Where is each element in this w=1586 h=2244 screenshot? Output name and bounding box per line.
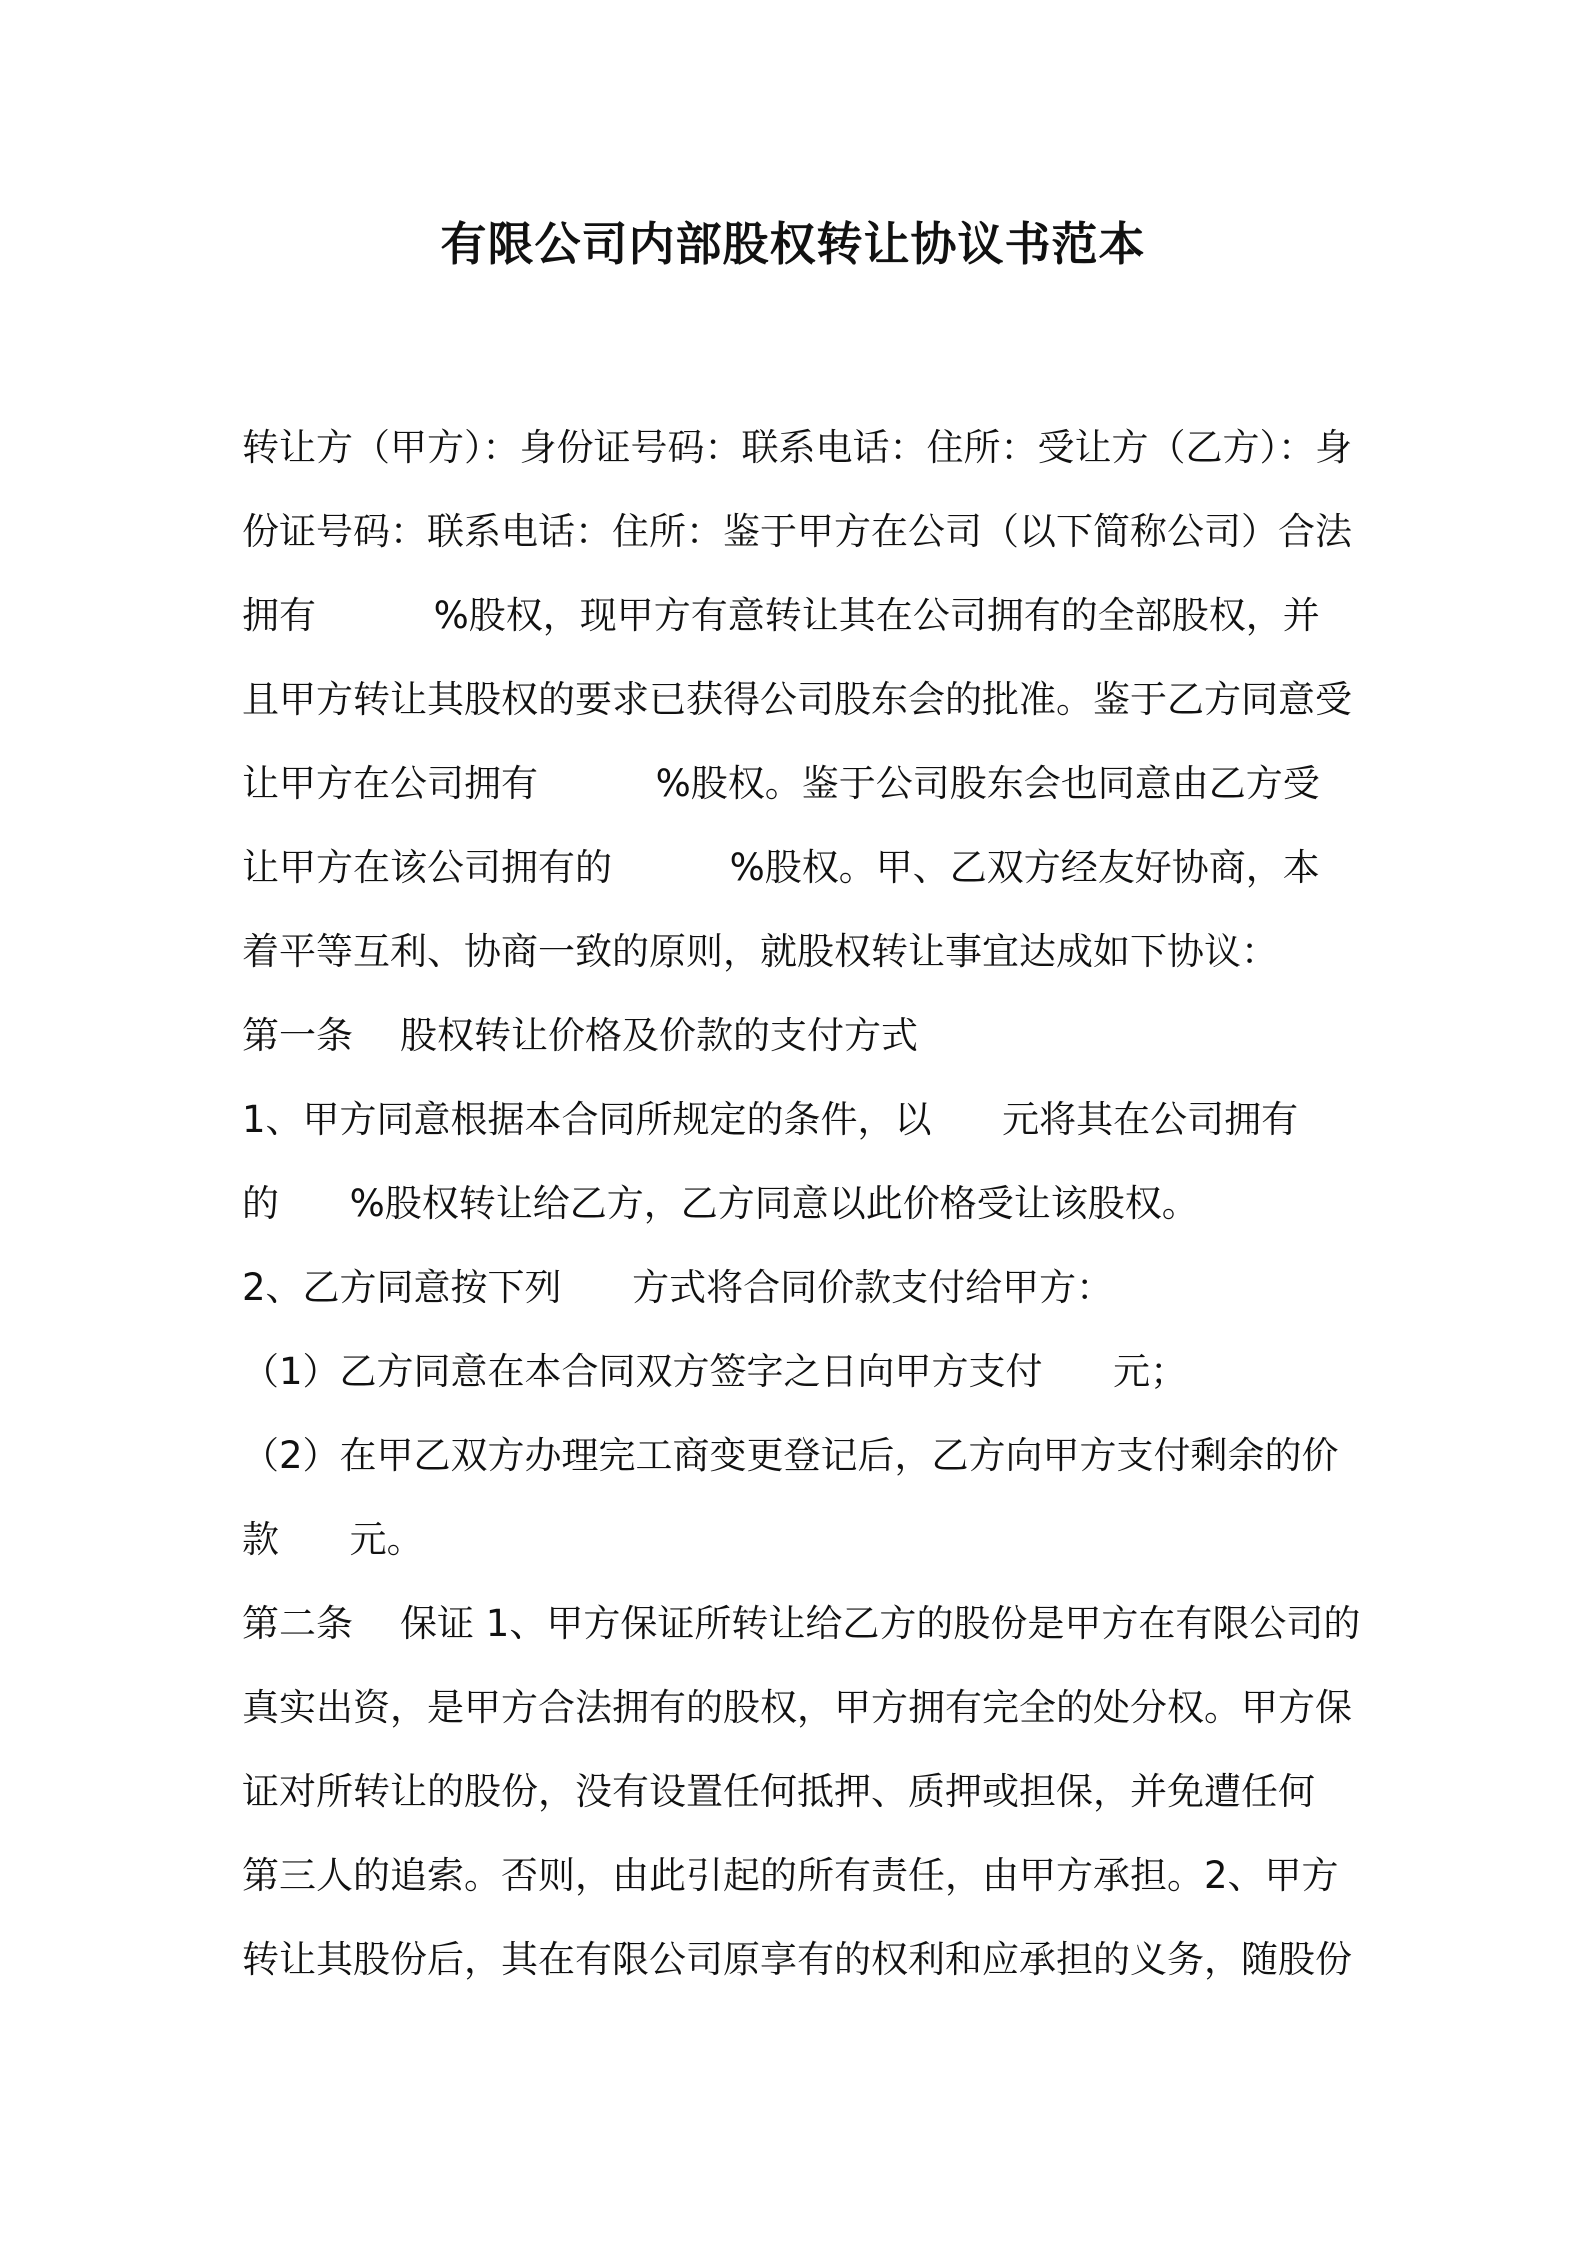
- document-body: [242, 406, 1360, 2002]
- body-line: 第三人的追索。否则，由此引起的所有责任，由甲方承担。2、甲方: [242, 1854, 1339, 1897]
- body-line: 且甲方转让其股权的要求已获得公司股东会的批准。鉴于乙方同意受: [242, 678, 1352, 721]
- body-line: 着平等互利、协商一致的原则，就股权转让事宜达成如下协议：: [242, 930, 1278, 973]
- body-line: 拥有 %股权，现甲方有意转让其在公司拥有的全部股权，并: [242, 594, 1320, 637]
- body-line: 转让其股份后，其在有限公司原享有的权利和应承担的义务，随股份: [242, 1938, 1352, 1981]
- article-heading: 第一条 股权转让价格及价款的支付方式: [242, 1014, 919, 1057]
- body-line: （2）在甲乙双方办理完工商变更登记后，乙方向甲方支付剩余的价: [242, 1434, 1339, 1477]
- article-heading: 第二条 保证 1、甲方保证所转让给乙方的股份是甲方在有限公司的: [242, 1602, 1360, 1645]
- body-line: 让甲方在公司拥有 %股权。鉴于公司股东会也同意由乙方受: [242, 762, 1320, 805]
- body-line: 真实出资，是甲方合法拥有的股权，甲方拥有完全的处分权。甲方保: [242, 1686, 1352, 1729]
- body-line: 让甲方在该公司拥有的 %股权。甲、乙双方经友好协商，本: [242, 846, 1320, 889]
- body-line: 款 元。: [242, 1518, 424, 1561]
- body-line: 转让方（甲方）：身份证号码：联系电话：住所：受让方（乙方）：身: [242, 426, 1352, 469]
- body-line: （1）乙方同意在本合同双方签字之日向甲方支付 元；: [242, 1350, 1188, 1393]
- body-line: 证对所转让的股份，没有设置任何抵押、质押或担保，并免遭任何: [242, 1770, 1315, 1813]
- body-line: 2、乙方同意按下列 方式将合同价款支付给甲方：: [242, 1266, 1114, 1309]
- document-title: 有限公司内部股权转让协议书范本: [440, 217, 1146, 271]
- body-line: 1、甲方同意根据本合同所规定的条件，以 元将其在公司拥有: [242, 1098, 1299, 1141]
- body-line: 份证号码：联系电话：住所：鉴于甲方在公司（以下简称公司）合法: [242, 510, 1352, 553]
- body-line: 的 %股权转让给乙方，乙方同意以此价格受让该股权。: [242, 1182, 1199, 1225]
